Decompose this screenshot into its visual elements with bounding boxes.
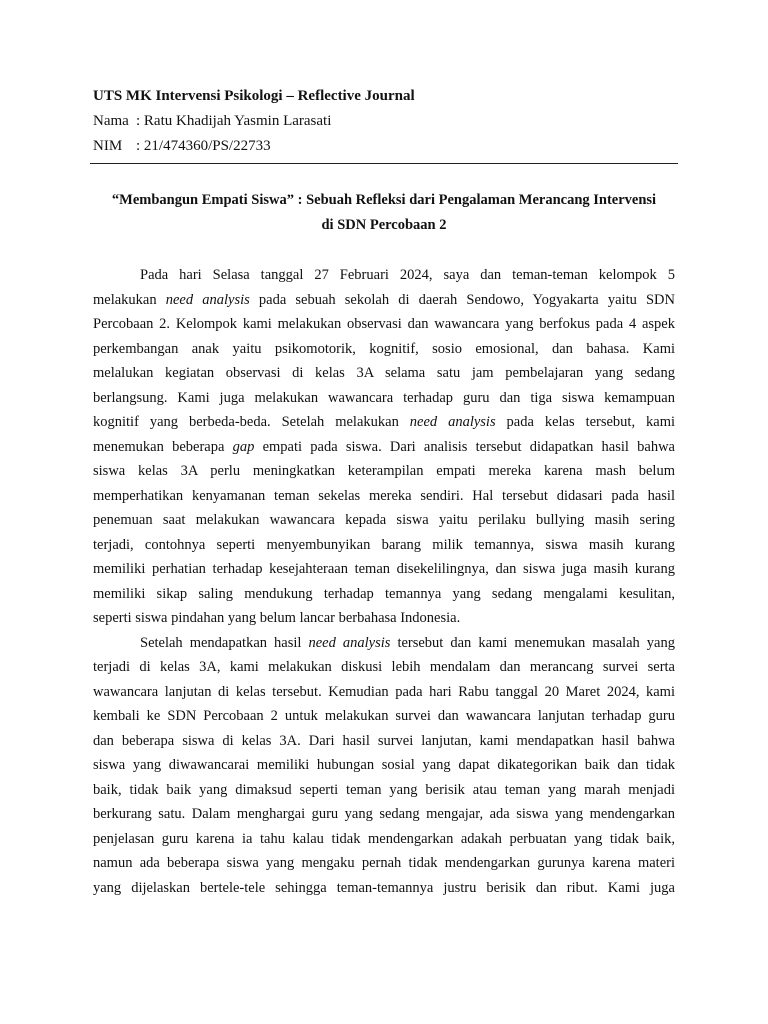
paragraph-1-line: memiliki perhatian terhadap kesejahteraan teman disekelilingnya, dan siswa juga masih kurang (93, 561, 675, 577)
paragraph-1-line: memperhatikan kenyamanan teman sekelas mereka sendiri. Hal tersebut didasari pada hasil (93, 487, 675, 504)
paragraph-1-line: berlangsung. Kami juga melakukan wawancara terhadap guru dan tiga siswa kemampuan (93, 389, 675, 406)
document-title (88, 188, 680, 238)
header-divider (90, 163, 678, 164)
paragraph-2-line: penjelasan guru karena ia tahu kalau tidak mendengarkan adakah perbuatan yang tidak baik, (93, 830, 675, 847)
paragraph-1-line: perkembangan anak yaitu psikomotorik, kognitif, sosio emosional, dan bahasa. Kami (93, 340, 675, 357)
nim-value: : 21/474360/PS/22733 (136, 138, 271, 154)
document-header (93, 86, 683, 156)
paragraph-2-line: Setelah mendapatkan hasil need analysis tersebut dan kami menemukan masalah yang (140, 634, 675, 651)
paragraph-2-line: berkurang satu. Dalam menghargai guru yang sedang mengajar, ada siswa yang mendengarkan (93, 806, 675, 822)
paragraph-2-line: kembali ke SDN Percobaan 2 untuk melakukan survei dan wawancara lanjutan terhadap guru (93, 708, 675, 724)
paragraph-1-line: terjadi, contohnya seperti menyembunyikan barang milik temannya, siswa masih kurang (93, 536, 675, 553)
nim-row (93, 136, 683, 156)
paragraph-1-line: Pada hari Selasa tanggal 27 Februari 2024, saya dan teman-teman kelompok 5 (140, 267, 675, 283)
title-line-1: “Membangun Empati Siswa” : Sebuah Refleksi dari Pengalaman Merancang Intervensi (111, 192, 657, 208)
paragraph-1-line: kognitif yang berbeda-beda. Setelah melakukan need analysis pada kelas tersebut, kami (93, 414, 676, 430)
paragraph-2-line: terjadi di kelas 3A, kami melakukan diskusi lebih mendalam dan merancang survei serta (93, 659, 675, 675)
body-text (93, 263, 675, 900)
paragraph-1-line: Percobaan 2. Kelompok kami melakukan observasi dan wawancara yang berfokus pada 4 aspek (93, 316, 675, 332)
paragraph-2-line: wawancara lanjutan di kelas tersebut. Kemudian pada hari Rabu tanggal 20 Maret 2024, kami (93, 683, 675, 700)
paragraph-1-line: menemukan beberapa gap empati pada siswa. Dari analisis tersebut didapatkan hasil bahwa (93, 438, 675, 455)
paragraph-1-line: memiliki sikap saling mendukung terhadap temannya yang sedang mengalami kesulitan, (93, 585, 675, 602)
paragraph-1-line: melakukan need analysis pada sebuah sekolah di daerah Sendowo, Yogyakarta yaitu SDN (93, 291, 675, 308)
paragraph-2-line: baik, tidak baik yang dimaksud seperti teman yang berisik atau teman yang marah menjadi (93, 781, 675, 798)
paragraph-2-line: dan beberapa siswa di kelas 3A. Dari hasil survei lanjutan, kami mendapatkan hasil bahwa (93, 732, 675, 749)
paragraph-1-line: penemuan saat melakukan wawancara kepada siswa yaitu perilaku bullying masih sering (93, 512, 675, 528)
name-label: Nama (93, 113, 129, 129)
title-line-2: di SDN Percobaan 2 (321, 217, 447, 233)
name-row (93, 111, 683, 131)
paragraph-1-line: siswa kelas 3A perlu meningkatkan keterampilan empati mereka karena mash belum (93, 463, 675, 479)
paragraph-2-line: namun ada beberapa siswa yang mengaku pernah tidak mendengarkan gurunya karena materi (93, 855, 675, 871)
paragraph-1-line: melalukan kegiatan observasi di kelas 3A selama satu jam pembelajaran yang sedang (93, 365, 675, 381)
nim-label: NIM (93, 138, 123, 154)
paragraph-1-line: seperti siswa pindahan yang belum lancar berbahasa Indonesia. (93, 610, 461, 626)
paragraph-2-line: siswa yang diwawancarai memiliki hubungan sosial yang dapat dikategorikan baik dan tidak (93, 757, 675, 773)
header-title: UTS MK Intervensi Psikologi – Reflective Journal (93, 88, 415, 104)
name-value: : Ratu Khadijah Yasmin Larasati (136, 113, 332, 129)
paragraph-2-line: yang dijelaskan bertele-tele sehingga teman-temannya justru berisik dan ribut. Kami juga (93, 879, 675, 896)
